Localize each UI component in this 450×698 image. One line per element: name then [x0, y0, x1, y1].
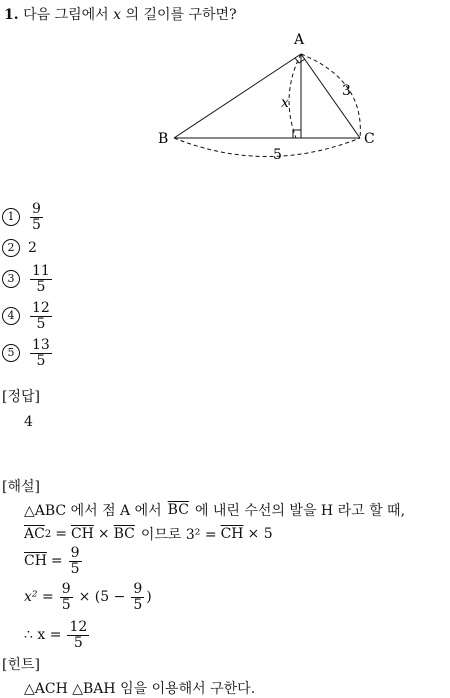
choice-3-fraction: $\frac{11}{5}$ [32, 263, 50, 295]
answer-value: 4 [24, 414, 33, 430]
label-c: C [364, 131, 375, 147]
segment-ch-3: $\overline{CH}$ [24, 553, 47, 570]
side-ac [301, 54, 360, 138]
explanation-line-5: ∴ x = $\frac{12}{5}$ [24, 619, 88, 651]
label-a: A [294, 32, 305, 48]
segment-bc: $\overline{BC}$ [167, 502, 189, 518]
choice-mark-4: 4 [2, 307, 20, 325]
label-x: x [281, 95, 289, 111]
choice-mark-5: 5 [2, 344, 20, 362]
choice-1[interactable] [2, 202, 45, 232]
choice-mark-1: 1 [2, 208, 20, 226]
question-text-before: 다음 그림에서 [23, 7, 109, 23]
dashed-arc-x [289, 54, 301, 138]
segment-ch-2: $\overline{CH}$ [220, 526, 244, 542]
explanation-line-1: △ABC 에서 점 A 에서 $\overline{BC}$ 에 내린 수선의 발을 H 라고 할 때, [24, 502, 406, 519]
choice-5-fraction: $\frac{13}{5}$ [32, 337, 50, 369]
explanation-line-2: $\overline{AC}$ 2 = $\overline{CH}$ × $\overline{BC}$ 이므로 3² = $\overline{CH}$ × 5 [24, 526, 273, 543]
question-number: 1. [4, 7, 19, 23]
choice-5[interactable] [2, 338, 54, 368]
ch-fraction: $\frac{9}{5}$ [70, 545, 80, 577]
answer-title: [정답] [2, 389, 40, 405]
choice-1-fraction: $\frac{9}{5}$ [32, 201, 41, 233]
choice-4[interactable] [2, 301, 54, 331]
question-line [4, 4, 237, 24]
segment-bc-2: $\overline{BC}$ [113, 526, 135, 542]
choice-3[interactable] [2, 264, 54, 294]
triangle-figure [0, 25, 450, 175]
explanation-line-4: x² = $\frac{9}{5}$ × (5 − $\frac{9}{5}$ ) [24, 581, 152, 613]
choice-mark-2: 2 [2, 239, 20, 257]
hint-text: △ACH △BAH 임을 이용해서 구한다. [24, 681, 256, 697]
segment-ch: $\overline{CH}$ [70, 526, 94, 542]
explanation-title: [해설] [2, 479, 40, 495]
choice-mark-3: 3 [2, 270, 20, 288]
label-b: B [158, 131, 169, 147]
hint-title: [힌트] [2, 657, 40, 673]
dashed-arc-5 [174, 138, 360, 157]
result-fraction: $\frac{12}{5}$ [69, 619, 88, 651]
question-variable: x [113, 7, 122, 23]
choice-2[interactable] [2, 239, 37, 257]
label-5: 5 [273, 147, 282, 163]
right-angle-mark-a [295, 58, 305, 63]
question-text-after: 의 길이를 구하면? [125, 7, 237, 23]
choice-2-value: 2 [28, 240, 37, 256]
explanation-line-3: $\overline{CH}$ = $\frac{9}{5}$ [24, 545, 80, 577]
segment-ac: $\overline{AC}$ [24, 526, 45, 542]
label-3: 3 [342, 83, 351, 99]
choice-4-fraction: $\frac{12}{5}$ [32, 300, 50, 332]
